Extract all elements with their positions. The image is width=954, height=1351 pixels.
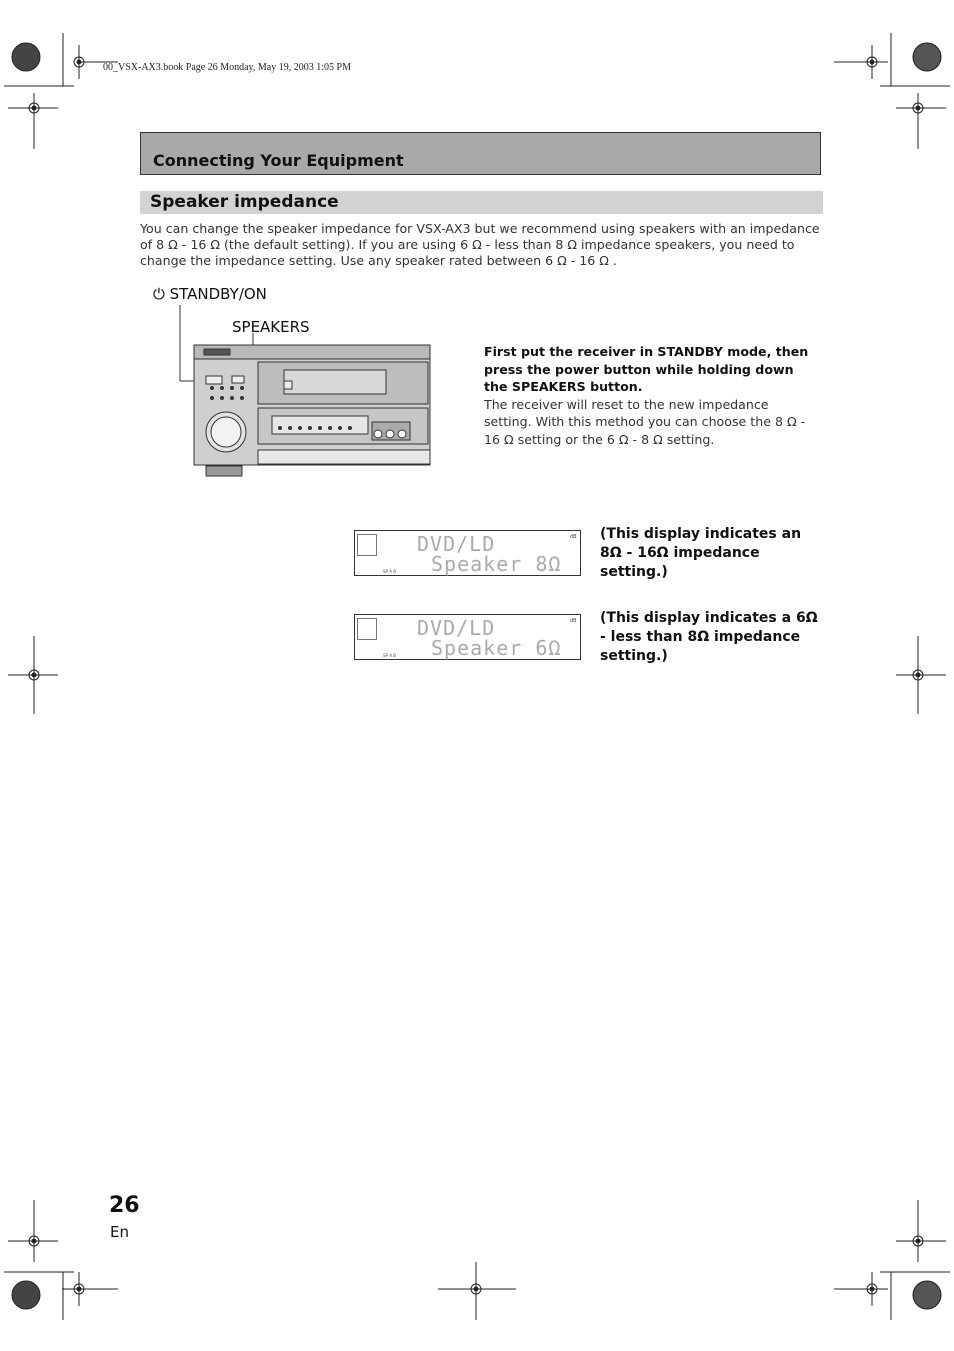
- display-indicator-small: SP A B: [383, 569, 396, 574]
- display-6ohm-caption: (This display indicates a 6Ω - less than 8Ω impedance setting.): [600, 610, 818, 664]
- book-info-line: 00_VSX-AX3.book Page 26 Monday, May 19, 2003 1:05 PM: [103, 62, 351, 73]
- display-indicator: [357, 534, 377, 556]
- subsection-title: Speaker impedance: [150, 192, 339, 212]
- standby-on-label: ⏻ STANDBY/ON: [153, 285, 267, 303]
- display-6ohm: [354, 614, 581, 660]
- subsection-header: [140, 191, 823, 214]
- display-line-2: Speaker 8Ω: [431, 552, 562, 576]
- display-8ohm-caption: (This display indicates an 8Ω - 16Ω impedance setting.): [600, 526, 802, 580]
- intro-paragraph: You can change the speaker impedance for VSX-AX3 but we recommend using speakers with an impedance of 8 Ω - 16 Ω (the default setting). If you are using 6 Ω - less than 8 Ω impedance speakers, you need to change the impedance setting. Use any speaker rated between 6 Ω - 16 Ω .: [140, 221, 820, 269]
- display-line-1: DVD/LD: [417, 532, 496, 556]
- instruction-block: [484, 343, 820, 448]
- section-title: Connecting Your Equipment: [153, 151, 404, 170]
- display-line-1: DVD/LD: [417, 616, 496, 640]
- page-number: 26: [109, 1193, 140, 1218]
- instruction-normal: The receiver will reset to the new impedance setting. With this method you can choose the 8 Ω - 16 Ω setting or the 6 Ω - 8 Ω setting.: [484, 396, 806, 447]
- display-indicator-db: dB: [570, 618, 577, 624]
- section-header: [140, 132, 821, 175]
- receiver-front-panel-illustration: [176, 300, 436, 480]
- instruction-bold: First put the receiver in STANDBY mode, then press the power button while holding down the SPEAKERS button.: [484, 344, 809, 394]
- page-language: En: [110, 1223, 129, 1241]
- display-8ohm: [354, 530, 581, 576]
- speakers-label: SPEAKERS: [232, 318, 310, 336]
- display-indicator: [357, 618, 377, 640]
- display-indicator-small: SP A B: [383, 653, 396, 658]
- display-indicator-db: dB: [570, 534, 577, 540]
- display-line-2: Speaker 6Ω: [431, 636, 562, 660]
